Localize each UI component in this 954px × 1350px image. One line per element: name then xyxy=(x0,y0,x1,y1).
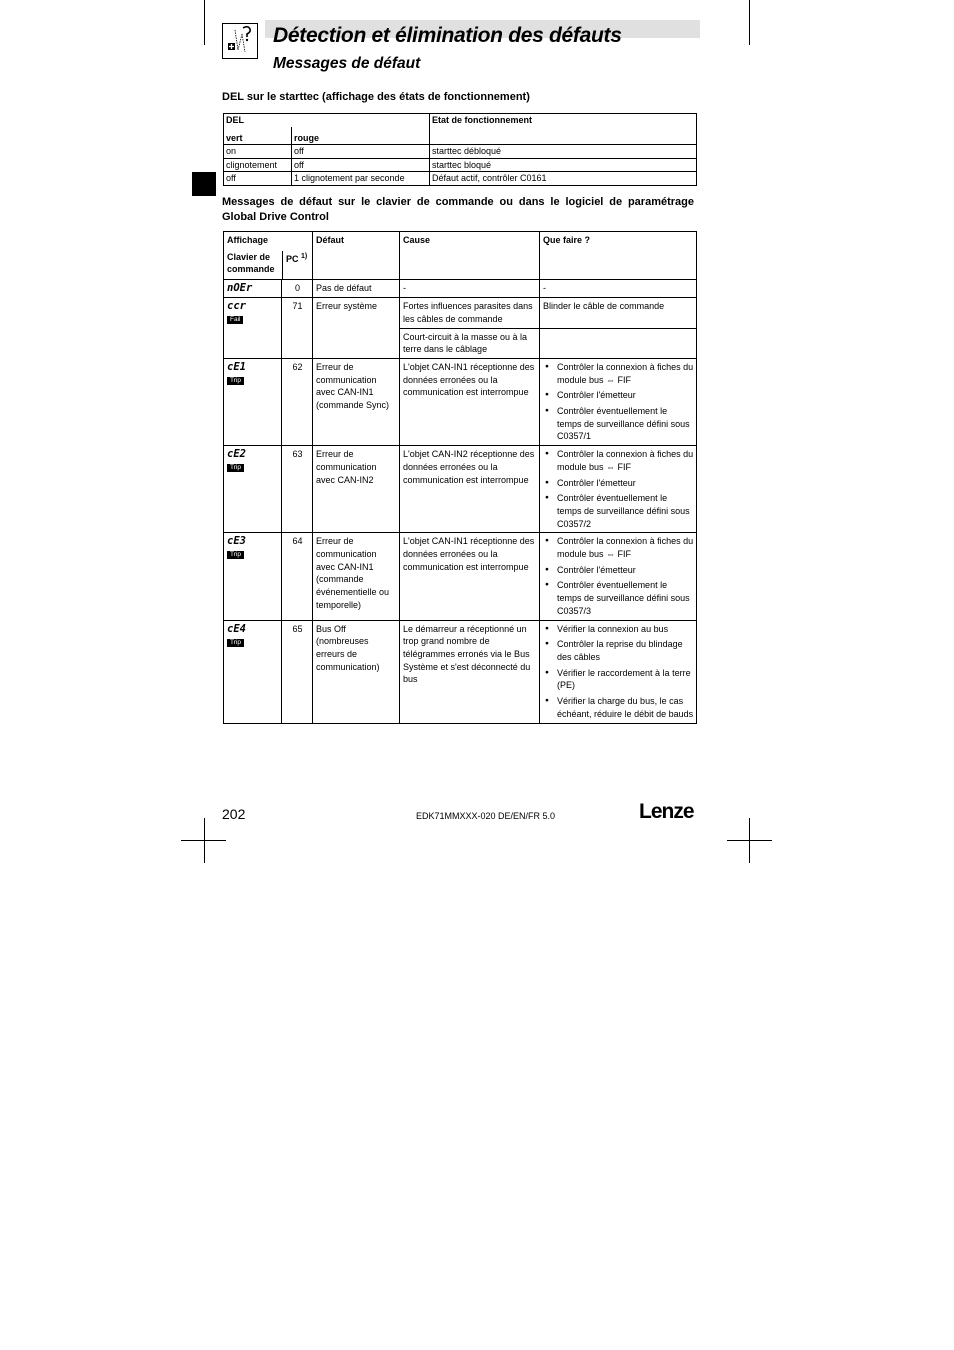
crop-mark xyxy=(204,0,205,45)
header-clavier: Clavier de commande xyxy=(227,251,275,275)
chapter-tab xyxy=(192,172,216,196)
page-subtitle: Messages de défaut xyxy=(273,55,421,72)
display-code: cE4 xyxy=(227,622,246,635)
header-pc: PC $^{1)}$ xyxy=(282,251,312,280)
header-affichage: Affichage Clavier de commande PC $^{1)}$ xyxy=(224,232,313,280)
display-code: cE2 xyxy=(227,448,246,461)
header-defaut: Défaut xyxy=(313,232,400,280)
list-item: ● Contrôler l'émetteur xyxy=(543,564,694,577)
list-item: ● Contrôler éventuellement le temps de surveillance défini sous C0357/2 xyxy=(543,492,694,530)
header-cause: Cause xyxy=(400,232,540,280)
table-row: off 1 clignotement par seconde Défaut actif, contrôler C0161 xyxy=(224,172,697,186)
list-item: ● Contrôler l'émetteur xyxy=(543,477,694,490)
list-item: ● Contrôler la connexion à fiches du module bus ⇔ FIF xyxy=(543,361,694,386)
table-row: cE1 Trip 62 Erreur de communication avec CAN-IN1 (commande Sync) L'objet CAN-IN1 réceptionne des données erronées ou la communication est interrompue ● Contrôler la connexion à fiches du module bus ⇔ FIF ● Contrôler l'émetteur ● Contrôler éventuellement le temps de surveillance défini sous C0357/1 xyxy=(224,358,697,445)
list-item: ● Contrôler l'émetteur xyxy=(543,389,694,402)
table-row: cE4 Trip 65 Bus Off (nombreuses erreurs de communication) Le démarreur a réceptionné un trop grand nombre de télégrammes erronés via le Bus Système et s'est déconnecté du bus ● Vérifier la connexion au bus ● Contrôler la reprise du blindage des câbles ● Vérifier le raccordement à la terre (PE) ● Vérifier la charge du bus, le cas échéant, réduire le débit de bauds xyxy=(224,620,697,723)
list-item: ● Vérifier la charge du bus, le cas échéant, réduire le débit de bauds xyxy=(543,695,694,720)
header-rouge: rouge xyxy=(292,127,430,145)
fault-section-heading: Messages de défaut sur le clavier de commande ou dans le logiciel de paramétrage Global Drive Control xyxy=(222,196,694,223)
header-etat: Etat de fonctionnement xyxy=(430,114,697,145)
status-badge: Trip xyxy=(227,377,244,385)
crop-mark xyxy=(749,0,750,45)
status-badge: Trip xyxy=(227,464,244,472)
list-item: ● Vérifier le raccordement à la terre (PE) xyxy=(543,667,694,692)
header-vert: vert xyxy=(224,127,292,145)
header-del: DEL xyxy=(224,114,430,127)
list-item: ● Contrôler la connexion à fiches du module bus ⇔ FIF xyxy=(543,448,694,473)
list-item: ● Contrôler la connexion à fiches du module bus ⇔ FIF xyxy=(543,535,694,560)
lenze-logo: Lenze xyxy=(639,800,694,823)
header-que-faire: Que faire ? xyxy=(540,232,697,280)
led-status-table xyxy=(223,113,697,186)
crop-mark xyxy=(727,840,772,841)
table-row: cE3 Trip 64 Erreur de communication avec CAN-IN1 (commande événementielle ou temporelle) L'objet CAN-IN1 réceptionne des données erronées ou la communication est interrompue ● Contrôler la connexion à fiches du module bus ⇔ FIF ● Contrôler l'émetteur ● Contrôler éventuellement le temps de surveillance défini sous C0357/3 xyxy=(224,533,697,620)
list-item: ● Contrôler la reprise du blindage des câbles xyxy=(543,638,694,663)
list-item: ● Contrôler éventuellement le temps de surveillance défini sous C0357/1 xyxy=(543,405,694,443)
table-row: cE2 Trip 63 Erreur de communication avec CAN-IN2 L'objet CAN-IN2 réceptionne des données erronées ou la communication est interrompue ● Contrôler la connexion à fiches du module bus ⇔ FIF ● Contrôler l'émetteur ● Contrôler éventuellement le temps de surveillance défini sous C0357/2 xyxy=(224,446,697,533)
table-row: clignotement off starttec bloqué xyxy=(224,158,697,172)
page-title: Détection et élimination des défauts xyxy=(273,24,622,47)
document-code: EDK71MMXXX-020 DE/EN/FR 5.0 xyxy=(416,811,556,821)
page-number: 202 xyxy=(222,806,246,822)
crop-mark xyxy=(181,840,226,841)
fault-messages-table xyxy=(223,231,697,724)
status-badge: Trip xyxy=(227,639,244,647)
display-code: ccr xyxy=(227,300,246,313)
table-row: on off starttec débloqué xyxy=(224,145,697,159)
list-item: ● Contrôler éventuellement le temps de surveillance défini sous C0357/3 xyxy=(543,579,694,617)
status-badge: Fail xyxy=(227,316,243,324)
table-row: nOEr 0 Pas de défaut - - xyxy=(224,280,697,298)
display-code: cE3 xyxy=(227,535,246,548)
display-code: nOEr xyxy=(227,282,253,295)
led-section-heading: DEL sur le starttec (affichage des états de fonctionnement) xyxy=(222,91,530,103)
list-item: ● Vérifier la connexion au bus xyxy=(543,623,694,636)
table-row: ccr Fail 71 Erreur système Fortes influences parasites dans les câbles de commande Blinder le câble de commande xyxy=(224,298,697,328)
display-code: cE1 xyxy=(227,360,246,373)
table-row: Court-circuit à la masse ou à la terre dans le câblage xyxy=(224,328,697,358)
troubleshooting-icon xyxy=(222,23,258,59)
status-badge: Trip xyxy=(227,551,244,559)
